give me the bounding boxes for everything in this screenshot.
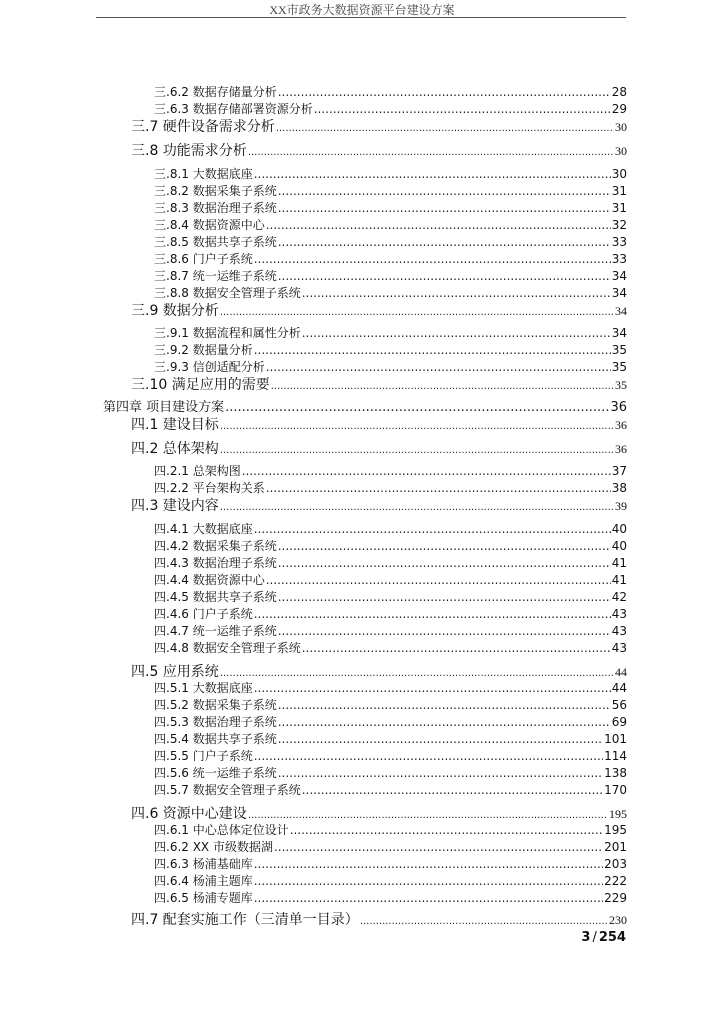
toc-entry-page: 170: [604, 783, 627, 797]
toc-entry-page: 37: [611, 464, 627, 478]
toc-leader-dots: [278, 234, 611, 250]
toc-entry-page: 101: [604, 732, 627, 746]
toc-entry-page: 56: [611, 698, 627, 712]
toc-entry[interactable]: [154, 325, 627, 341]
toc-entry-title: 四.5.7 数据安全管理子系统: [154, 783, 301, 797]
toc-entry-title: 第四章 项目建设方案: [103, 400, 225, 415]
toc-leader-dots: [266, 480, 611, 496]
toc-entry-page: 33: [611, 252, 627, 266]
toc-entry[interactable]: [131, 805, 627, 823]
toc-entry-page: 41: [611, 573, 627, 587]
toc-entry[interactable]: [154, 251, 627, 267]
toc-leader-dots: [302, 782, 603, 798]
toc-entry-page: 40: [611, 522, 627, 536]
toc-entry[interactable]: [154, 856, 627, 872]
toc-leader-dots: [220, 420, 614, 434]
toc-leader-dots: [254, 251, 611, 267]
toc-entry-page: 195: [609, 807, 627, 821]
toc-entry-page: 35: [615, 378, 627, 392]
toc-entry-title: 四.5.2 数据采集子系统: [154, 698, 277, 712]
toc-entry-title: 四.1 建设目标: [131, 417, 219, 433]
toc-entry-title: 三.8.3 数据治理子系统: [154, 201, 277, 215]
toc-entry-title: 四.3 建设内容: [131, 498, 219, 514]
toc-leader-dots: [225, 399, 609, 416]
toc-entry-title: 四.5.1 大数据底座: [154, 681, 253, 695]
toc-leader-dots: [254, 606, 611, 622]
toc-entry-title: 四.4.4 数据资源中心: [154, 573, 265, 587]
toc-leader-dots: [248, 809, 608, 823]
toc-entry-title: 三.9.1 数据流程和属性分析: [154, 326, 301, 340]
toc-entry-title: 三.8.5 数据共享子系统: [154, 235, 277, 249]
toc-leader-dots: [278, 714, 611, 730]
toc-leader-dots: [278, 200, 611, 216]
toc-entry[interactable]: [154, 731, 627, 747]
toc-entry-title: 四.7 配套实施工作（三清单一目录）: [131, 912, 359, 928]
toc-entry-title: 四.5.6 统一运维子系统: [154, 766, 277, 780]
running-header: XX市政务大数据资源平台建设方案: [269, 3, 455, 17]
toc-entry[interactable]: [154, 680, 627, 696]
toc-leader-dots: [254, 890, 603, 906]
toc-leader-dots: [302, 325, 611, 341]
toc-entry-page: 43: [611, 641, 627, 655]
toc-leader-dots: [220, 667, 614, 681]
toc-leader-dots: [254, 856, 603, 872]
toc-leader-dots: [220, 306, 614, 320]
toc-entry-title: 三.6.2 数据存储量分析: [154, 85, 277, 99]
toc-entry-title: 四.2.1 总架构图: [154, 464, 241, 478]
toc-leader-dots: [266, 217, 611, 233]
toc-entry-title: 三.8.2 数据采集子系统: [154, 184, 277, 198]
toc-entry[interactable]: [154, 822, 627, 838]
toc-entry-page: 222: [604, 874, 627, 888]
toc-entry[interactable]: [154, 268, 627, 284]
toc-entry-title: 四.4.5 数据共享子系统: [154, 590, 277, 604]
toc-entry[interactable]: [154, 572, 627, 588]
toc-entry-page: 230: [609, 913, 627, 927]
toc-entry-page: 34: [615, 304, 627, 318]
toc-entry-page: 40: [611, 539, 627, 553]
toc-leader-dots: [278, 731, 603, 747]
toc-entry-page: 114: [604, 749, 627, 763]
toc-entry[interactable]: [154, 640, 627, 656]
toc-entry-page: 36: [615, 418, 627, 432]
toc-entry-page: 44: [611, 681, 627, 695]
toc-entry-title: 四.6.5 杨浦专题库: [154, 891, 253, 905]
toc-entry-page: 42: [611, 590, 627, 604]
toc-entry-page: 35: [611, 360, 627, 374]
toc-entry-title: 四.5.5 门户子系统: [154, 749, 253, 763]
toc-entry-page: 34: [611, 286, 627, 300]
toc-entry-title: 三.10 满足应用的需要: [131, 377, 270, 393]
toc-leader-dots: [278, 765, 603, 781]
toc-entry-title: 四.6 资源中心建设: [131, 806, 247, 822]
toc-entry[interactable]: [131, 302, 627, 320]
toc-entry[interactable]: [154, 555, 627, 571]
toc-leader-dots: [254, 873, 603, 889]
toc-entry[interactable]: [154, 359, 627, 375]
toc-leader-dots: [278, 555, 611, 571]
toc-entry[interactable]: [131, 142, 627, 160]
toc-entry-title: 四.5 应用系统: [131, 664, 219, 680]
toc-entry-page: 30: [615, 144, 627, 158]
toc-leader-dots: [278, 589, 611, 605]
toc-entry-page: 39: [615, 499, 627, 513]
toc-entry-title: 四.6.4 杨浦主题库: [154, 874, 253, 888]
toc-entry-page: 35: [611, 343, 627, 357]
toc-leader-dots: [278, 268, 611, 284]
toc-leader-dots: [266, 572, 611, 588]
toc-entry-title: 三.8.6 门户子系统: [154, 252, 253, 266]
toc-entry-page: 41: [611, 556, 627, 570]
toc-leader-dots: [278, 183, 611, 199]
toc-entry-page: 28: [611, 85, 627, 99]
toc-entry[interactable]: [131, 911, 627, 929]
toc-entry-title: 四.4.2 数据采集子系统: [154, 539, 277, 553]
toc-entry[interactable]: [154, 234, 627, 250]
toc-leader-dots: [290, 822, 603, 838]
toc-entry-page: 36: [615, 442, 627, 456]
toc-leader-dots: [278, 538, 611, 554]
toc-leader-dots: [278, 623, 611, 639]
toc-leader-dots: [254, 342, 611, 358]
toc-entry-page: 201: [604, 840, 627, 854]
toc-leader-dots: [248, 146, 614, 160]
page-separator: /: [592, 930, 597, 945]
toc-entry-page: 44: [615, 665, 627, 679]
toc-entry-title: 四.6.1 中心总体定位设计: [154, 823, 289, 837]
toc-entry[interactable]: [154, 890, 627, 906]
toc-entry-page: 30: [615, 120, 627, 134]
toc-leader-dots: [242, 463, 611, 479]
toc-entry-page: 33: [611, 235, 627, 249]
toc-entry-page: 38: [611, 481, 627, 495]
toc-entry[interactable]: [154, 480, 627, 496]
toc-leader-dots: [360, 915, 608, 929]
toc-entry[interactable]: [154, 342, 627, 358]
toc-leader-dots: [278, 697, 611, 713]
toc-entry[interactable]: [154, 714, 627, 730]
toc-entry[interactable]: [154, 166, 627, 182]
toc-leader-dots: [271, 380, 614, 394]
header-divider: [96, 17, 626, 18]
toc-entry[interactable]: [154, 183, 627, 199]
toc-entry[interactable]: [154, 285, 627, 301]
toc-leader-dots: [254, 166, 611, 182]
toc-entry[interactable]: [131, 440, 627, 458]
toc-entry-page: 36: [610, 400, 627, 415]
toc-entry-page: 34: [611, 326, 627, 340]
toc-entry-title: 三.8 功能需求分析: [131, 143, 247, 159]
toc-entry-title: 三.9.2 数据量分析: [154, 343, 253, 357]
toc-entry-page: 32: [611, 218, 627, 232]
toc-entry[interactable]: [154, 748, 627, 764]
toc-entry-page: 31: [611, 184, 627, 198]
toc-entry-title: 三.8.7 统一运维子系统: [154, 269, 277, 283]
toc-entry-page: 203: [604, 857, 627, 871]
toc-leader-dots: [302, 285, 611, 301]
toc-entry-title: 三.9.3 信创适配分析: [154, 360, 265, 374]
toc-entry[interactable]: [154, 84, 627, 100]
toc-entry[interactable]: [154, 217, 627, 233]
page-number: [581, 930, 626, 945]
toc-leader-dots: [274, 839, 603, 855]
toc-entry-page: 34: [611, 269, 627, 283]
toc-entry-title: 四.5.3 数据治理子系统: [154, 715, 277, 729]
toc-leader-dots: [254, 748, 603, 764]
toc-entry[interactable]: [154, 782, 627, 798]
toc-leader-dots: [302, 640, 611, 656]
toc-entry[interactable]: [154, 623, 627, 639]
toc-leader-dots: [220, 444, 614, 458]
toc-entry[interactable]: [154, 697, 627, 713]
toc-entry-page: 229: [604, 891, 627, 905]
toc-entry[interactable]: [154, 839, 627, 855]
toc-entry[interactable]: [154, 521, 627, 537]
toc-entry-page: 69: [611, 715, 627, 729]
toc-entry-title: 三.9 数据分析: [131, 303, 219, 319]
toc-leader-dots: [278, 84, 611, 100]
toc-entry[interactable]: [103, 399, 627, 416]
total-pages: 254: [598, 930, 626, 945]
toc-leader-dots: [314, 101, 611, 117]
toc-entry-page: 138: [604, 766, 627, 780]
toc-entry-page: 43: [611, 607, 627, 621]
toc-entry[interactable]: [131, 663, 627, 681]
toc-entry-title: 三.6.3 数据存储部署资源分析: [154, 102, 313, 116]
toc-entry-title: 四.4.8 数据安全管理子系统: [154, 641, 301, 655]
toc-entry-page: 43: [611, 624, 627, 638]
toc-entry[interactable]: [154, 463, 627, 479]
toc-entry[interactable]: [131, 376, 627, 394]
toc-entry[interactable]: [154, 200, 627, 216]
current-page: 3: [581, 930, 591, 945]
toc-entry[interactable]: [154, 538, 627, 554]
toc-leader-dots: [276, 122, 614, 136]
toc-entry[interactable]: [154, 765, 627, 781]
toc-entry-title: 三.8.4 数据资源中心: [154, 218, 265, 232]
toc-entry[interactable]: [154, 101, 627, 117]
toc-entry[interactable]: [154, 589, 627, 605]
toc-entry-title: 三.7 硬件设备需求分析: [131, 119, 275, 135]
toc-leader-dots: [220, 501, 614, 515]
toc-entry-page: 29: [611, 102, 627, 116]
toc-entry-title: 四.4.7 统一运维子系统: [154, 624, 277, 638]
toc-entry[interactable]: [154, 873, 627, 889]
toc-entry[interactable]: [131, 497, 627, 515]
toc-entry-title: 四.4.3 数据治理子系统: [154, 556, 277, 570]
toc-entry-title: 三.8.8 数据安全管理子系统: [154, 286, 301, 300]
toc-entry-title: 四.2 总体架构: [131, 441, 219, 457]
toc-entry-page: 30: [611, 167, 627, 181]
toc-entry-title: 四.2.2 平台架构关系: [154, 481, 265, 495]
toc-entry-page: 31: [611, 201, 627, 215]
toc-entry-title: 四.6.2 XX 市级数据湖: [154, 840, 273, 854]
toc-entry-title: 四.5.4 数据共享子系统: [154, 732, 277, 746]
toc-entry-page: 195: [604, 823, 627, 837]
toc-entry[interactable]: [154, 606, 627, 622]
toc-leader-dots: [266, 359, 611, 375]
toc-entry[interactable]: [131, 416, 627, 434]
toc-entry-title: 四.4.1 大数据底座: [154, 522, 253, 536]
toc-leader-dots: [254, 680, 611, 696]
toc-leader-dots: [254, 521, 611, 537]
toc-entry[interactable]: [131, 118, 627, 136]
toc-entry-title: 四.4.6 门户子系统: [154, 607, 253, 621]
toc-entry-title: 四.6.3 杨浦基础库: [154, 857, 253, 871]
toc-entry-title: 三.8.1 大数据底座: [154, 167, 253, 181]
